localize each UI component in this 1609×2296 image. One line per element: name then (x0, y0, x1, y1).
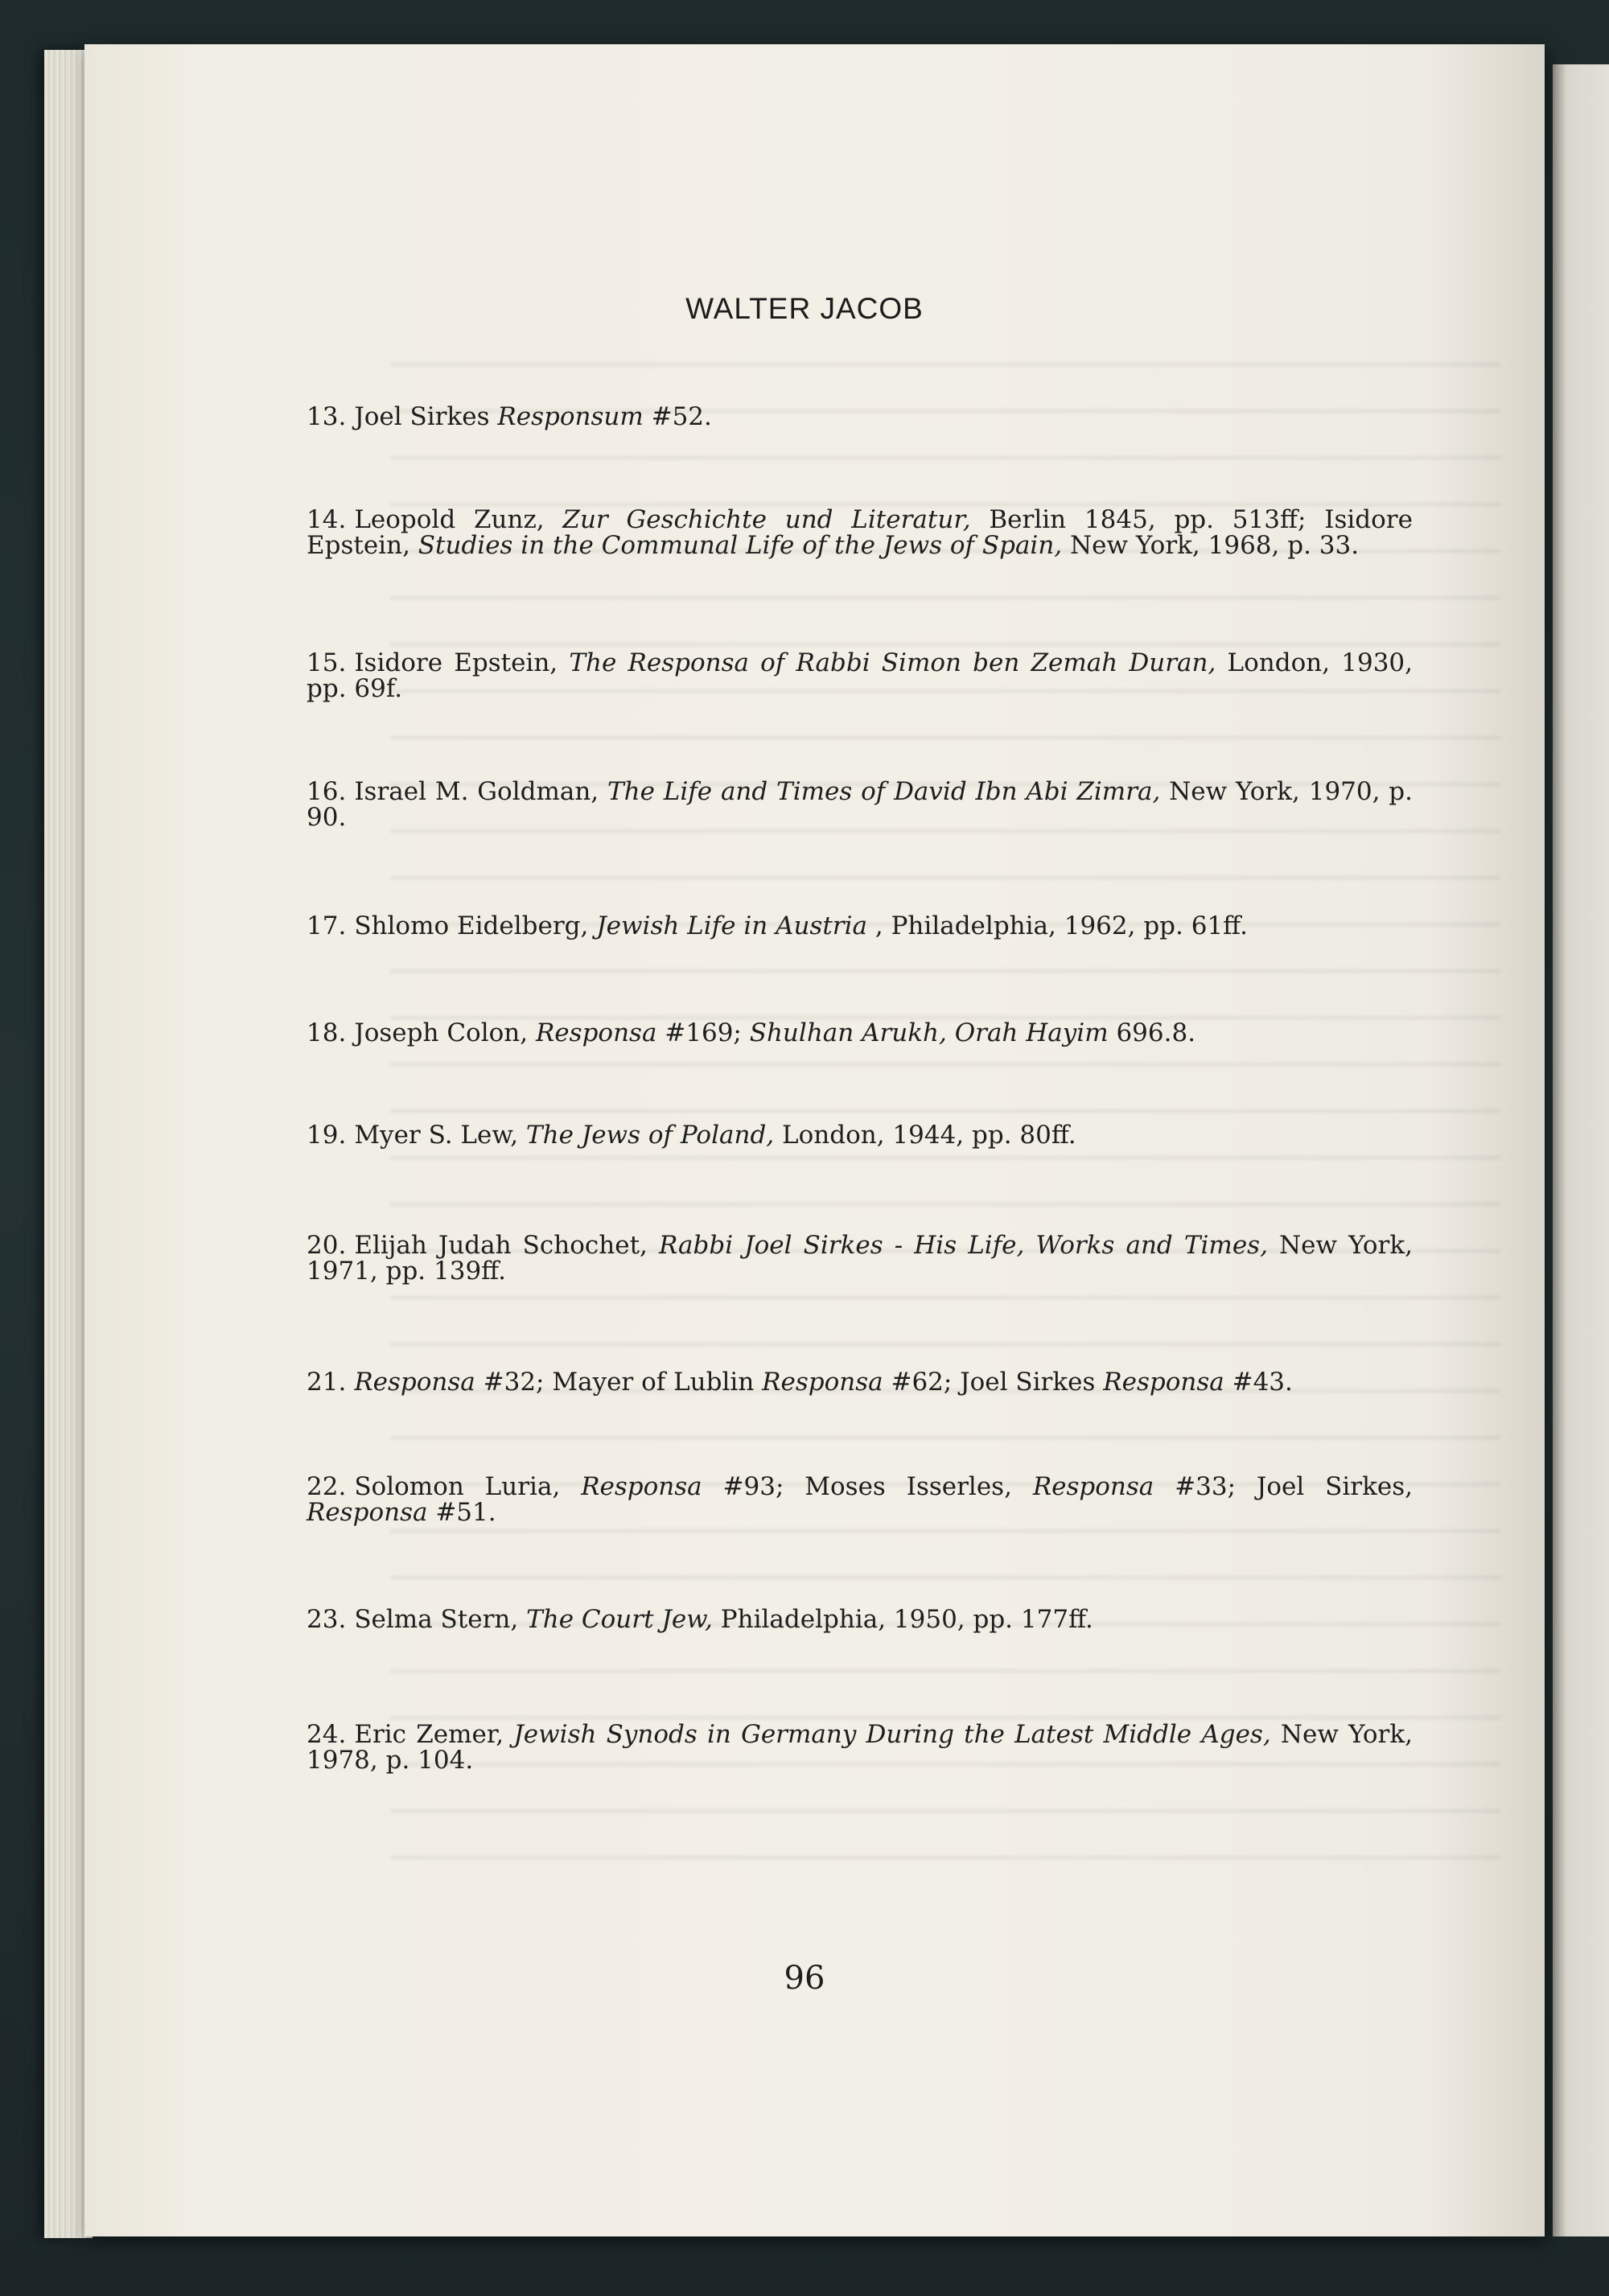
endnote-title-italic: Responsa (581, 1472, 702, 1501)
endnote-text: London, 1944, pp. 80ff. (774, 1121, 1076, 1150)
endnote-title-italic: The Responsa of Rabbi Simon ben Zemah Duran, (569, 648, 1216, 677)
endnote-text: Leopold Zunz, (354, 505, 563, 534)
endnote-text: #52. (643, 402, 712, 431)
endnote (307, 1607, 1413, 1632)
endnote (307, 1232, 1413, 1284)
endnote-title-italic: Responsa (354, 1368, 475, 1397)
endnote-number: 20. (307, 1231, 347, 1260)
endnote-text: #93; Moses Isserles, (702, 1472, 1033, 1501)
endnote-title-italic: Responsa (1103, 1368, 1224, 1397)
endnote-number: 16. (307, 777, 347, 806)
endnote-title-italic: The Court Jew, (526, 1605, 713, 1634)
endnote-text: New York, 1971, pp. 139ff. (307, 1231, 1413, 1286)
endnote-text: Isidore Epstein, (354, 648, 570, 677)
endnote-number: 24. (307, 1720, 347, 1749)
endnote-title-italic: Studies in the Communal Life of the Jews of Spain, (418, 531, 1063, 560)
endnote-title-italic: Jewish Synods in Germany During the Latest Middle Ages, (513, 1720, 1271, 1749)
endnote-text: #169; (656, 1018, 750, 1047)
endnote-text: London, 1930, pp. 69f. (307, 648, 1413, 703)
endnote-title-italic: Jewish Life in Austria (596, 911, 868, 940)
endnote-text: #32; Mayer of Lublin (475, 1368, 763, 1397)
endnote-text: #62; Joel Sirkes (883, 1368, 1104, 1397)
endnote-text: Berlin 1845, pp. 513ff; Isidore Epstein, (307, 505, 1413, 560)
endnote-number: 21. (307, 1368, 347, 1397)
endnote-title-italic: The Life and Times of David Ibn Abi Zimra, (607, 777, 1161, 806)
endnote (307, 507, 1413, 558)
endnote-title-italic: The Jews of Poland, (525, 1121, 775, 1150)
endnote-number: 18. (307, 1018, 347, 1047)
endnote-text: Shlomo Eidelberg, (354, 911, 597, 940)
endnote (307, 779, 1413, 830)
endnote-number: 13. (307, 402, 347, 431)
endnote-title-italic: Responsa (307, 1498, 428, 1527)
endnote-text: Solomon Luria, (354, 1472, 582, 1501)
endnote (307, 1369, 1413, 1395)
endnote-text: Joseph Colon, (354, 1018, 536, 1047)
endnote-number: 17. (307, 911, 347, 940)
endnote-title-italic: Rabbi Joel Sirkes - His Life, Works and Times, (658, 1231, 1268, 1260)
endnote-text: #43. (1224, 1368, 1293, 1397)
endnote-title-italic: Responsa (1032, 1472, 1154, 1501)
endnote-title-italic: Responsum (497, 402, 644, 431)
endnote-text: New York, 1978, p. 104. (307, 1720, 1413, 1775)
endnote-text: #33; Joel Sirkes, (1154, 1472, 1413, 1501)
endnote-text: #51. (427, 1498, 496, 1527)
endnote-text: Eric Zemer, (354, 1720, 514, 1749)
facing-page-edge (1553, 64, 1609, 2236)
endnote-text: Philadelphia, 1950, pp. 177ff. (712, 1605, 1093, 1634)
endnote-number: 15. (307, 648, 347, 677)
endnote-number: 14. (307, 505, 347, 534)
endnote-number: 22. (307, 1472, 347, 1501)
endnote-title-italic: Shulhan Arukh, Orah Hayim (749, 1018, 1109, 1047)
page-number: 96 (784, 1960, 825, 1997)
endnote-text: 696.8. (1108, 1018, 1196, 1047)
endnote-title-italic: Zur Geschichte und Literatur, (562, 505, 971, 534)
endnote-text: Elijah Judah Schochet, (354, 1231, 659, 1260)
endnote-text: New York, 1968, p. 33. (1062, 531, 1360, 560)
endnote-number: 23. (307, 1605, 347, 1634)
endnote (307, 650, 1413, 702)
endnote (307, 1122, 1413, 1148)
endnote-text: , Philadelphia, 1962, pp. 61ff. (867, 911, 1248, 940)
endnote (307, 1020, 1413, 1046)
endnote-text: Joel Sirkes (354, 402, 498, 431)
endnote-title-italic: Responsa (762, 1368, 883, 1397)
endnote-text: New York, 1970, p. 90. (307, 777, 1413, 832)
endnote (307, 1474, 1413, 1525)
endnote-number: 19. (307, 1121, 347, 1150)
running-header: WALTER JACOB (685, 292, 924, 325)
endnote-title-italic: Responsa (535, 1018, 657, 1047)
endnote (307, 913, 1413, 939)
endnote-text: Selma Stern, (354, 1605, 527, 1634)
endnote-text: Israel M. Goldman, (354, 777, 607, 806)
endnote (307, 1722, 1413, 1773)
endnote-text: Myer S. Lew, (354, 1121, 526, 1150)
endnote (307, 404, 1413, 430)
